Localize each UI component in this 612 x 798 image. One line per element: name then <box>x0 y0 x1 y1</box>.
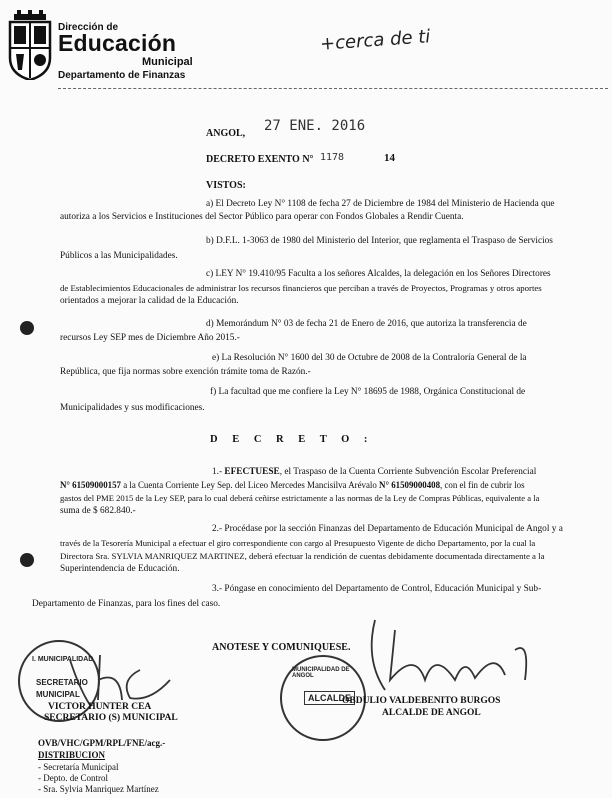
handwritten-date: 27 ENE. 2016 <box>264 118 366 134</box>
vistos-c-line1: c) LEY N° 19.410/95 Faculta a los señores Alcaldes, la delegación en los Señores Directores <box>206 269 551 279</box>
secretary-stamp-top: I. MUNICIPALIDAD <box>32 656 94 663</box>
vistos-c-line2: de Establecimientos Educacionales de administrar los recursos financieros que perciban a través de Proyectos, Programas y otros aportes <box>60 283 542 293</box>
vistos-a-line2: autoriza a los Servicios e Instituciones del Sector Público para operar con Fondos Globales a Rendir Cuenta. <box>60 212 464 222</box>
vistos-b-line1: b) D.F.L. 1-3063 de 1980 del Ministerio del Interior, que reglamenta el Traspaso de Servicios <box>206 236 553 246</box>
secretary-signature <box>60 650 190 710</box>
decreto-p3-line2: Departamento de Finanzas, para los fines del caso. <box>32 599 221 609</box>
mayor-stamp-arc: MUNICIPALIDAD DE ANGOL <box>292 667 350 679</box>
decreto-p1-line2: N° 61509000157 a la Cuenta Corriente Ley Sep. del Liceo Mercedes Mancisilva Arévalo N° 61509000408, con el fin de cubrir los <box>60 480 525 490</box>
vistos-title: VISTOS: <box>206 180 246 191</box>
vistos-d-line2: recursos Ley SEP mes de Diciembre Año 2015.- <box>60 333 240 343</box>
distribution-title: DISTRIBUCION <box>38 750 106 760</box>
decreto-p2-line3: Directora Sra. SYLVIA MANRIQUEZ MARTINEZ, deberá efectuar la rendición de cuentas debidamente documentada directamente a la <box>60 551 545 561</box>
distribution-item: - Depto. de Control <box>38 773 108 783</box>
initials: OVB/VHC/GPM/RPL/FNE/acg.- <box>38 738 166 748</box>
decreto-p1-line3: gastos del PME 2015 de la Ley SEP, para lo cual deberá ceñirse estrictamente a las normas de la Ley de Compras Públicas, equivalente a la <box>60 493 540 503</box>
municipal-crest-icon <box>8 10 52 80</box>
punch-hole-top <box>20 321 34 335</box>
vistos-b-line2: Públicos a las Municipalidades. <box>60 251 178 261</box>
mayor-stamp-mid: ALCALDE <box>304 691 355 705</box>
mayor-title: ALCALDE DE ANGOL <box>382 708 481 718</box>
header-title: Educación <box>58 30 177 56</box>
header-subtitle: Municipal <box>142 56 193 68</box>
decreto-p1-line4: suma de $ 682.840.- <box>60 506 136 516</box>
header-rule <box>58 88 608 89</box>
secretary-stamp-bot: MUNICIPAL <box>36 690 80 699</box>
mayor-signature <box>355 610 555 700</box>
vistos-c-line3: orientados a mejorar la calidad de la Educación. <box>60 296 239 306</box>
secretary-title: SECRETARIO (S) MUNICIPAL <box>44 713 178 723</box>
vistos-f-line1: f) La facultad que me confiere la Ley N° 18695 de 1988, Orgánica Constitucional de <box>210 387 526 397</box>
vistos-e-line1: e) La Resolución N° 1600 del 30 de Octubre de 2008 de la Contraloría General de la <box>212 353 527 363</box>
header-line1: Dirección de <box>58 22 119 33</box>
mayor-name: OBDULIO VALDEBENITO BURGOS <box>342 696 501 706</box>
vistos-e-line2: República, que fija normas sobre exención trámite toma de Razón.- <box>60 367 311 377</box>
decree-number: 14 <box>384 152 395 164</box>
vistos-f-line2: Municipalidades y sus modificaciones. <box>60 403 205 413</box>
decreto-p2-line1: 2.- Procédase por la sección Finanzas del Departamento de Educación Municipal de Angol y a <box>212 524 563 534</box>
distribution-item: - Sra. Sylvia Manriquez Martínez <box>38 784 159 794</box>
decreto-p1-line1: 1.- EFECTUESE, el Traspaso de la Cuenta Corriente Subvención Escolar Preferencial <box>212 467 537 477</box>
secretary-stamp-mid: SECRETARIO <box>36 678 88 687</box>
punch-hole-bottom <box>20 553 34 567</box>
decreto-p2-line4: Superintendencia de Educación. <box>60 564 180 574</box>
decree-number-handwritten: 1178 <box>320 152 345 163</box>
vistos-d-line1: d) Memorándum N° 03 de fecha 21 de Enero de 2016, que autoriza la transferencia de <box>206 319 527 329</box>
vistos-a-line1: a) El Decreto Ley N° 1108 de fecha 27 de Diciembre de 1984 del Ministerio de Hacienda que <box>206 199 555 209</box>
handwritten-slogan: +cerca de ti <box>319 26 431 55</box>
closing-text: ANOTESE Y COMUNIQUESE. <box>212 642 351 653</box>
decreto-p3-line1: 3.- Póngase en conocimiento del Departamento de Control, Educación Municipal y Sub- <box>212 584 542 594</box>
decree-label: DECRETO EXENTO N° <box>206 154 314 165</box>
header-department: Departamento de Finanzas <box>58 70 186 81</box>
secretary-name: VICTOR HUNTER CEA <box>48 702 152 712</box>
place-label: ANGOL, <box>206 128 246 139</box>
decreto-p2-line2: través de la Tesorería Municipal a efectuar el giro correspondiente con cargo al Presupuesto Vigente de dicho Departamento, por la cual la <box>60 538 536 548</box>
decreto-title: D E C R E T O : <box>210 434 374 445</box>
distribution-item: - Secretaría Municipal <box>38 762 119 772</box>
